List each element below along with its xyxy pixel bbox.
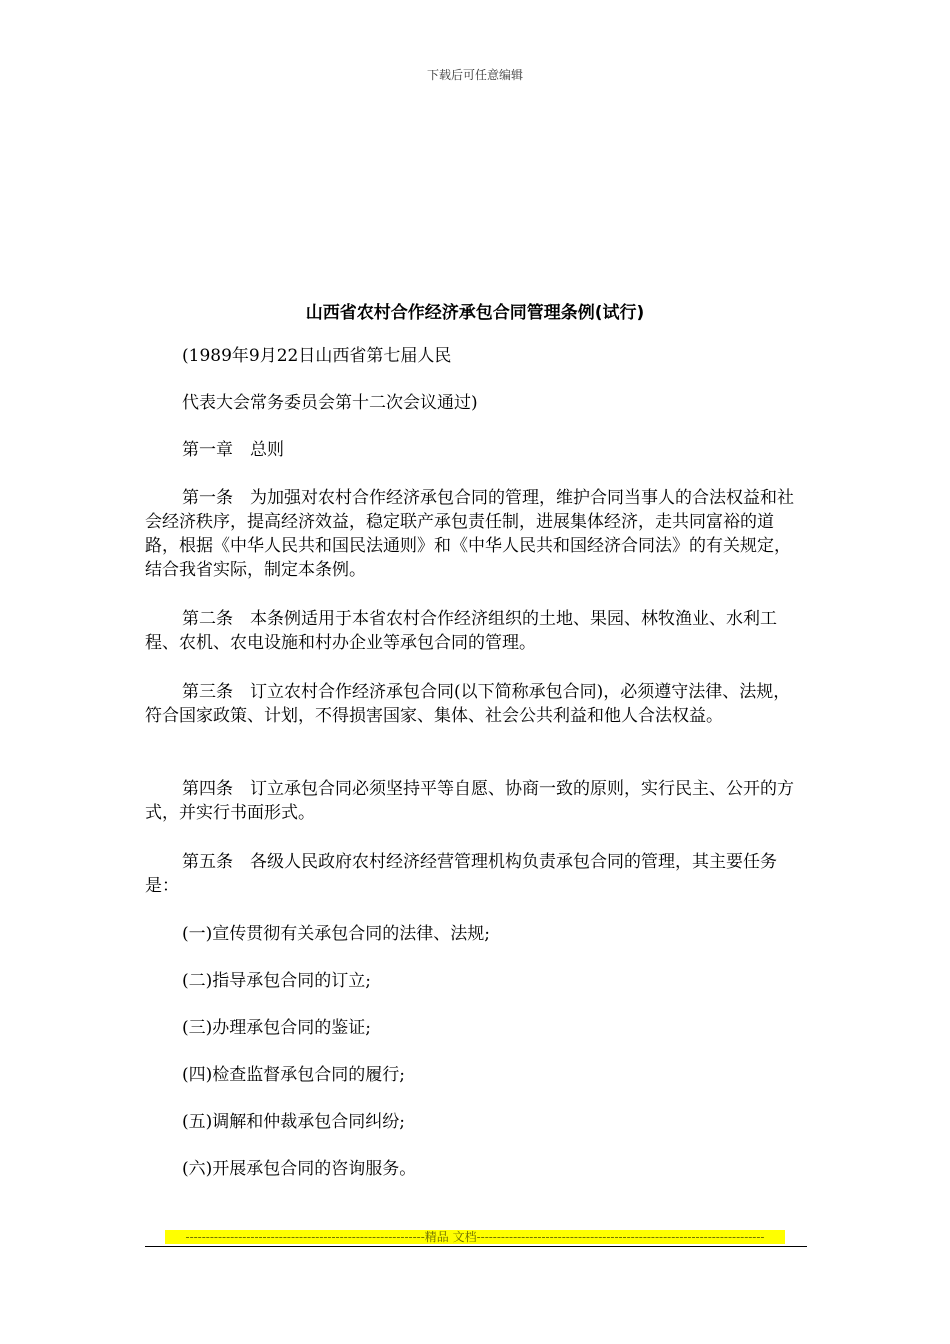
chapter-heading: 第一章 总则 bbox=[182, 440, 284, 460]
article-1: 第一条 为加强对农村合作经济承包合同的管理，维护合同当事人的合法权益和社会经济秩序，提高经济效益，稳定联产承包责任制，进展集体经济，走共同富裕的道路，根据《中华人民共和国民法通则》和《中华人民共和国经济合同法》的有关规定，结合我省实际，制定本条例。 bbox=[145, 488, 794, 580]
article-2: 第二条 本条例适用于本省农村合作经济组织的土地、果园、林牧渔业、水利工程、农机、农电设施和村办企业等承包合同的管理。 bbox=[145, 609, 777, 653]
task-item-5: (五)调解和仲裁承包合同纠纷; bbox=[182, 1112, 405, 1132]
document-title: 山西省农村合作经济承包合同管理条例(试行) bbox=[305, 303, 645, 323]
task-item-4: (四)检查监督承包合同的履行; bbox=[182, 1065, 405, 1085]
task-item-2: (二)指导承包合同的订立; bbox=[182, 971, 371, 991]
article-5: 第五条 各级人民政府农村经济经营管理机构负责承包合同的管理，其主要任务是： bbox=[145, 852, 777, 896]
footer-rule bbox=[145, 1246, 807, 1247]
footer-label: 精品 文档 bbox=[424, 1230, 477, 1244]
footer-right-dashes: ----------------------------------------------------------------------- bbox=[476, 1230, 765, 1244]
paragraph-date-2: 代表大会常务委员会第十二次会议通过) bbox=[182, 393, 478, 413]
task-item-6: (六)开展承包合同的咨询服务。 bbox=[182, 1159, 417, 1179]
article-3: 第三条 订立农村合作经济承包合同(以下简称承包合同)，必须遵守法律、法规，符合国家政策、计划，不得损害国家、集体、社会公共利益和他人合法权益。 bbox=[145, 682, 791, 726]
task-item-3: (三)办理承包合同的鉴证; bbox=[182, 1018, 371, 1038]
footer-left-dashes: ----------------------------------------------------------- bbox=[185, 1230, 425, 1244]
paragraph-date-1: (1989年9月22日山西省第七届人民 bbox=[182, 346, 452, 366]
task-item-1: (一)宣传贯彻有关承包合同的法律、法规; bbox=[182, 924, 490, 944]
article-4: 第四条 订立承包合同必须坚持平等自愿、协商一致的原则，实行民主、公开的方式，并实行书面形式。 bbox=[145, 779, 794, 823]
header-note: 下载后可任意编辑 bbox=[426, 68, 523, 82]
footer-banner bbox=[165, 1230, 785, 1244]
